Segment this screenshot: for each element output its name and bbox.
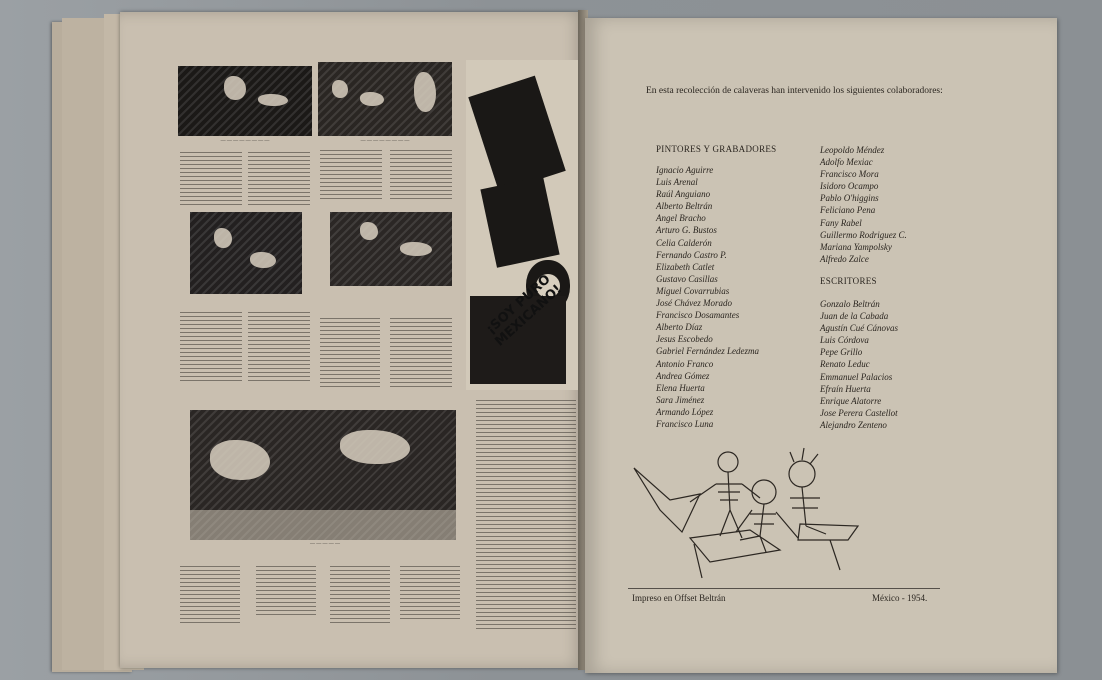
contributor-name: Sara Jiménez	[656, 394, 705, 405]
footer-rule	[628, 588, 940, 589]
escritores-heading: ESCRITORES	[820, 276, 877, 286]
pintores-heading: PINTORES Y GRABADORES	[656, 144, 777, 154]
verse-column	[248, 152, 310, 208]
contributor-name: Antonio Franco	[656, 358, 714, 369]
place-date: México - 1954.	[872, 593, 928, 603]
verse-column	[180, 566, 240, 626]
contributor-name: Feliciano Pena	[820, 205, 876, 216]
verse-column	[400, 566, 460, 622]
contributor-name: Angel Bracho	[656, 213, 706, 224]
contributor-name: Juan de la Cabada	[820, 311, 889, 322]
woodcut-caption: — — — — —	[310, 542, 340, 547]
contributor-name: Guillermo Rodriguez C.	[820, 229, 907, 240]
printer-credit: Impreso en Offset Beltrán	[632, 593, 726, 603]
contributor-name: Miguel Covarrubias	[656, 285, 730, 296]
woodcut-caption: — — — — — — — —	[220, 139, 270, 144]
contributor-name: Renato Leduc	[820, 359, 870, 370]
contributor-name: Enrique Alatorre	[820, 395, 882, 406]
verse-column	[390, 150, 452, 202]
contributor-name: Francisco Mora	[820, 169, 879, 180]
contributor-name: Fany Rabel	[820, 217, 862, 228]
contributor-name: Francisco Luna	[656, 418, 714, 429]
contributor-name: Celia Calderón	[656, 237, 712, 248]
woodcut-illustration	[190, 410, 456, 540]
contributor-name: Gabriel Fernández Ledezma	[656, 346, 759, 357]
contributor-name: Elena Huerta	[656, 382, 705, 393]
woodcut-banner-text: ¡SOY PURO MEXICANO!	[483, 271, 565, 350]
contributor-name: Alfredo Zalce	[820, 253, 869, 264]
pintores-list-column-2	[820, 144, 907, 265]
woodcut-illustration	[178, 66, 312, 136]
contributor-name: Armando López	[656, 406, 714, 417]
verse-column	[256, 566, 316, 616]
contributor-name: Raúl Anguiano	[656, 189, 711, 200]
verse-column	[476, 400, 576, 630]
verse-column	[390, 318, 452, 388]
contributor-name: Adolfo Mexiac	[820, 157, 873, 168]
contributor-name: Elizabeth Catlet	[656, 261, 715, 272]
contributor-name: Alberto Díaz	[656, 322, 703, 333]
contributor-name: Efraín Huerta	[820, 383, 871, 394]
woodcut-illustration	[330, 212, 452, 286]
verse-column	[248, 312, 310, 384]
verse-column	[320, 318, 380, 388]
contributor-name: Fernando Castro P.	[656, 249, 727, 260]
contributor-name: Francisco Dosamantes	[656, 310, 740, 321]
contributor-name: Jose Perera Castellot	[820, 407, 898, 418]
contributor-name: Agustín Cué Cánovas	[820, 323, 898, 334]
contributor-name: Pablo O'higgins	[820, 193, 879, 204]
contributor-name: Emmanuel Palacios	[820, 371, 893, 382]
escritores-list	[820, 298, 898, 431]
contributor-name: Pepe Grillo	[820, 347, 863, 358]
contributor-name: Gustavo Casillas	[656, 273, 718, 284]
contributor-name: Mariana Yampolsky	[820, 241, 892, 252]
verse-column	[180, 312, 242, 384]
contributor-name: Isidoro Ocampo	[820, 181, 879, 192]
woodcut-illustration	[318, 62, 452, 136]
verse-column	[330, 566, 390, 626]
contributor-name: Leopoldo Méndez	[820, 145, 885, 155]
contributor-name: Alejandro Zenteno	[820, 419, 887, 430]
contributor-name: Arturo G. Bustos	[656, 225, 717, 236]
pintores-list-column-1	[656, 164, 759, 430]
intro-text: En esta recolección de calaveras han intervenido los siguientes colaboradores:	[646, 86, 943, 96]
contributor-name: Alberto Beltrán	[656, 201, 713, 212]
contributor-name: Andrea Gómez	[656, 370, 710, 381]
contributor-name: Luis Córdova	[820, 335, 869, 346]
contributor-name: Ignacio Aguirre	[656, 165, 714, 175]
woodcut-illustration	[190, 212, 302, 294]
contributor-name: José Chávez Morado	[656, 298, 732, 309]
verse-column	[180, 152, 242, 208]
verse-column	[320, 150, 382, 202]
contributor-name: Jesus Escobedo	[656, 334, 713, 345]
contributor-name: Gonzalo Beltrán	[820, 299, 880, 309]
woodcut-caption: — — — — — — — —	[360, 139, 410, 144]
skeleton-sketch-illustration	[630, 440, 890, 580]
contributor-name: Luis Arenal	[656, 177, 698, 188]
